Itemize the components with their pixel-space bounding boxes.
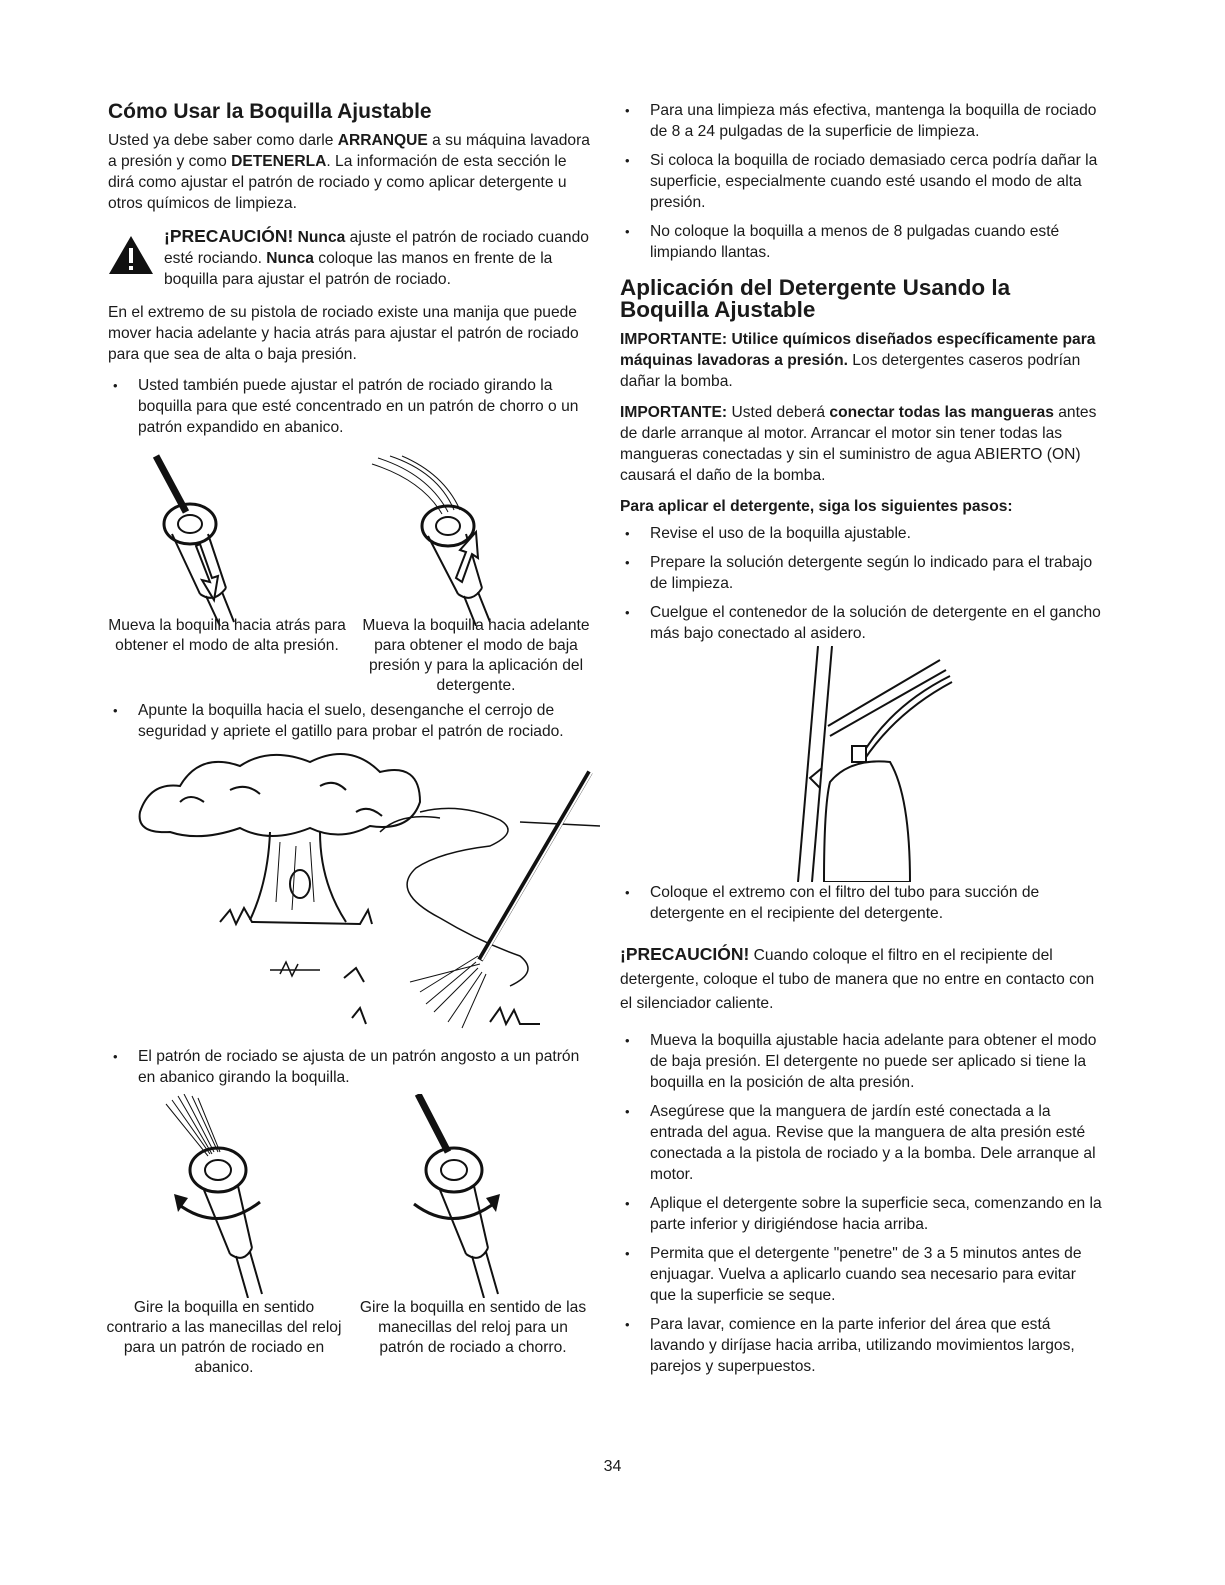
caution-text: ¡PRECAUCIÓN! Nunca ajuste el patrón de rociado cuando esté rociando. Nunca coloque las manos en frente de la boquilla para ajustar el patrón de rociado. <box>164 226 589 288</box>
bullet-list-3 <box>108 1046 593 1088</box>
list-item: • Cuelgue el contenedor de la solución de detergente en el gancho más bajo conectado al asidero. <box>620 602 1105 644</box>
list-item: • Revise el uso de la boquilla ajustable. <box>620 523 1105 544</box>
nozzle-fan-illustration <box>148 1094 298 1298</box>
bullet-list-1 <box>108 375 593 438</box>
tree-spray-illustration <box>120 742 600 1042</box>
list-item: • Apunte la boquilla hacia el suelo, desenganche el cerrojo de seguridad y apriete el gatillo para probar el patrón de rociado. <box>108 700 593 742</box>
bullet-list-bottom <box>620 1030 1105 1377</box>
list-item: • Coloque el extremo con el filtro del tubo para succión de detergente en el recipiente del detergente. <box>620 882 1105 924</box>
step-after-figure <box>620 882 1105 924</box>
steps-list <box>620 523 1105 644</box>
detergent-caution: ¡PRECAUCIÓN! Cuando coloque el filtro en el recipiente del detergente, coloque el tubo de manera que no entre en contacto con el silenciador caliente. <box>620 944 1095 1012</box>
important-note-2: IMPORTANTE: Usted deberá conectar todas las mangueras antes de darle arranque al motor. Arrancar el motor sin tener todas las mangueras conectadas y sin el suministro de agua ABIERTO (ON) causará el daño de la bomba. <box>620 404 1097 484</box>
section-heading-nozzle: Cómo Usar la Boquilla Ajustable <box>108 100 432 123</box>
list-item: • Aplique el detergente sobre la superficie seca, comenzando en la parte inferior y dirigiéndose hacia arriba. <box>620 1193 1105 1235</box>
section-heading-detergent: Aplicación del Detergente Usando la Boquilla Ajustable <box>620 275 1011 322</box>
list-item: • Prepare la solución detergente según lo indicado para el trabajo de limpieza. <box>620 552 1105 594</box>
nozzle-back-illustration <box>148 454 278 626</box>
list-item: • Mueva la boquilla ajustable hacia adelante para obtener el modo de baja presión. El detergente no puede ser aplicado si tiene la boquilla en la posición de alta presión. <box>620 1030 1105 1093</box>
page-number: 34 <box>603 1458 622 1475</box>
list-item: • Usted también puede ajustar el patrón de rociado girando la boquilla para que esté concentrado en un patrón de chorro o un patrón expandido en abanico. <box>108 375 593 438</box>
handle-paragraph: En el extremo de su pistola de rociado existe una manija que puede mover hacia adelante y hacia atrás para ajustar el patrón de rociado para que sea de alta o baja presión. <box>108 304 579 363</box>
bullet-list-2 <box>108 700 593 742</box>
list-item: • No coloque la boquilla a menos de 8 pulgadas cuando esté limpiando llantas. <box>620 221 1105 263</box>
nozzle-twist-captions <box>108 1298 593 1388</box>
nozzle-slide-figure <box>108 446 593 624</box>
nozzle-jet-illustration <box>388 1094 538 1298</box>
intro-paragraph: Usted ya debe saber como darle ARRANQUE a su máquina lavadora a presión y como DETENERLA. La información de esta sección le dirá como ajustar el patrón de rociado y como aplicar detergente u otros químicos de limpieza. <box>108 132 590 212</box>
detergent-bottle-figure <box>620 644 1105 882</box>
caption-high-pressure: Mueva la boquilla hacia atrás para obtener el modo de alta presión. <box>108 617 346 654</box>
list-item: • Permita que el detergente "penetre" de 3 a 5 minutos antes de enjuagar. Vuelva a aplicarlo cuando sea necesario para evitar que la superficie se seque. <box>620 1243 1105 1306</box>
steps-heading: Para aplicar el detergente, siga los siguientes pasos: <box>620 498 1013 515</box>
nozzle-slide-captions <box>108 616 593 700</box>
list-item: • El patrón de rociado se ajusta de un patrón angosto a un patrón en abanico girando la boquilla. <box>108 1046 593 1088</box>
caption-low-pressure: Mueva la boquilla hacia adelante para obtener el modo de baja presión y para la aplicación del detergente. <box>362 617 590 694</box>
detergent-container-illustration <box>790 646 970 882</box>
caution-block <box>108 226 593 290</box>
list-item: • Si coloca la boquilla de rociado demasiado cerca podría dañar la superficie, especialmente cuando esté usando el modo de alta presión. <box>620 150 1105 213</box>
left-column <box>108 100 593 1388</box>
important-note-1: IMPORTANTE: Utilice químicos diseñados específicamente para máquinas lavadoras a presión. Los detergentes caseros podrían dañar la bomba. <box>620 331 1096 390</box>
nozzle-forward-illustration <box>368 454 508 626</box>
spray-scene-figure <box>108 742 593 1042</box>
list-item: • Asegúrese que la manguera de jardín esté conectada a la entrada del agua. Revise que la manguera de alta presión esté conectada a la pistola de rociado y a la bomba. Dele arranque al motor. <box>620 1101 1105 1185</box>
right-column <box>620 100 1105 1385</box>
nozzle-twist-figure <box>108 1088 593 1298</box>
list-item: • Para una limpieza más efectiva, mantenga la boquilla de rociado de 8 a 24 pulgadas de la superficie de limpieza. <box>620 100 1105 142</box>
warning-triangle-icon <box>108 234 154 276</box>
caption-fan-pattern: Gire la boquilla en sentido contrario a las manecillas del reloj para un patrón de rociado en abanico. <box>106 1299 342 1376</box>
list-item: • Para lavar, comience en la parte inferior del área que está lavando y diríjase hacia arriba, utilizando movimientos largos, parejos y superpuestos. <box>620 1314 1105 1377</box>
caption-jet-pattern: Gire la boquilla en sentido de las manecillas del reloj para un patrón de rociado a chorro. <box>359 1299 587 1356</box>
bullet-list-top <box>620 100 1105 263</box>
